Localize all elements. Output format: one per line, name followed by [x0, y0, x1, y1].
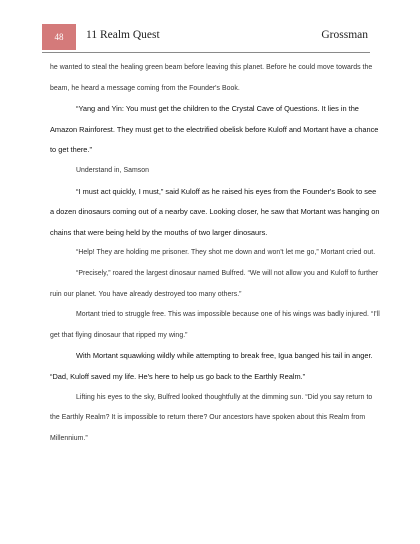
paragraph-1: he wanted to steal the healing green beam before leaving this planet. Before he could move towards the beam, he heard a message coming from the Founder's Book. — [50, 64, 373, 92]
page-body — [50, 58, 380, 449]
page-number-badge — [42, 24, 76, 50]
running-title: 11 Realm Quest — [86, 29, 160, 41]
page-number: 48 — [54, 32, 64, 42]
paragraph-5: “Help! They are holding me prisoner. They shot me down and won't let me go,” Mortant cried out. — [76, 249, 376, 257]
paragraph-9: Lifting his eyes to the sky, Bulfred looked thoughtfully at the dimming sun. “Did you say return to the Earthly Realm? It is impossible to return there? Our ancestors have spoken about this Realm from Millennium.” — [50, 393, 373, 442]
paragraph-7: Mortant tried to struggle free. This was impossible because one of his wings was badly injured. “I'll get that flying dinosaur that ripped my wing.” — [50, 311, 380, 339]
paragraph-3: Understand in, Samson — [76, 166, 150, 174]
paragraph-4: “I must act quickly, I must,” said Kuloff as he raised his eyes from the Founder's Book to see a dozen dinosaurs coming out of a nearby cave. Looking closer, he saw that Mortant was hanging on chains that were being held by the mouths of two larger dinosaurs. — [50, 186, 380, 237]
author-name: Grossman — [321, 29, 368, 41]
paragraph-2: “Yang and Yin: You must get the children to the Crystal Cave of Questions. It lies in the Amazon Rainforest. They must get to the electrified obelisk before Kuloff and Mortant have a chance to get there.” — [50, 104, 379, 155]
header-divider — [42, 52, 370, 53]
paragraph-8: With Mortant squawking wildly while attempting to break free, Igua banged his tail in anger. “Dad, Kuloff saved my life. He's here to help us go back to the Earthly Realm.” — [50, 351, 373, 381]
paragraph-6: “Precisely,” roared the largest dinosaur named Bulfred. “We will not allow you and Kuloff to further ruin our planet. You have already destroyed too many others.” — [50, 269, 379, 298]
